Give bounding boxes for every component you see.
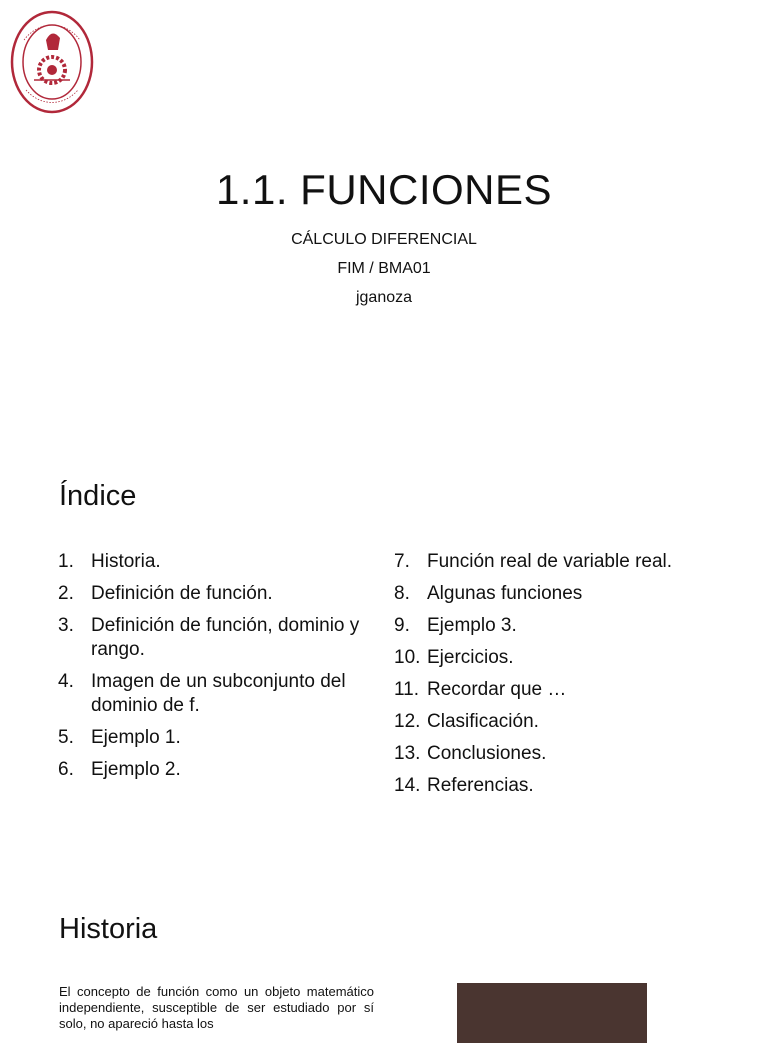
index-item: 9. Ejemplo 3. [394,615,517,636]
index-item: 8. Algunas funciones [394,583,583,604]
index-item: 6. Ejemplo 2. [58,759,181,780]
index-item: 14. Referencias. [394,775,534,796]
index-item: 13. Conclusiones. [394,743,547,764]
index-item: 7. Función real de variable real. [394,551,673,572]
index-item: 12. Clasificación. [394,711,539,732]
index-item: 1. Historia. [58,551,161,572]
index-list-right [394,550,724,806]
index-item: 11. Recordar que … [394,679,567,700]
index-heading: Índice [59,480,137,512]
course-code: FIM / BMA01 [337,260,431,277]
index-item: 4. Imagen de un subconjunto del dominio de f. [58,671,346,716]
index-item: 10. Ejercicios. [394,647,514,668]
course-name: CÁLCULO DIFERENCIAL [291,231,477,248]
university-seal-logo [10,10,94,114]
author-name: jganoza [355,289,413,306]
history-heading: Historia [59,913,158,945]
history-paragraph: El concepto de función como un objeto matemático independiente, susceptible de ser estudiado por sí solo, no apareció hasta los [59,984,374,1031]
portrait-image [457,983,647,1043]
index-item: 5. Ejemplo 1. [58,727,181,748]
index-list-left [58,550,378,790]
page-title: 1.1. FUNCIONES [215,166,553,213]
index-item: 2. Definición de función. [58,583,273,604]
index-item: 3. Definición de función, dominio y rango. [58,615,360,660]
